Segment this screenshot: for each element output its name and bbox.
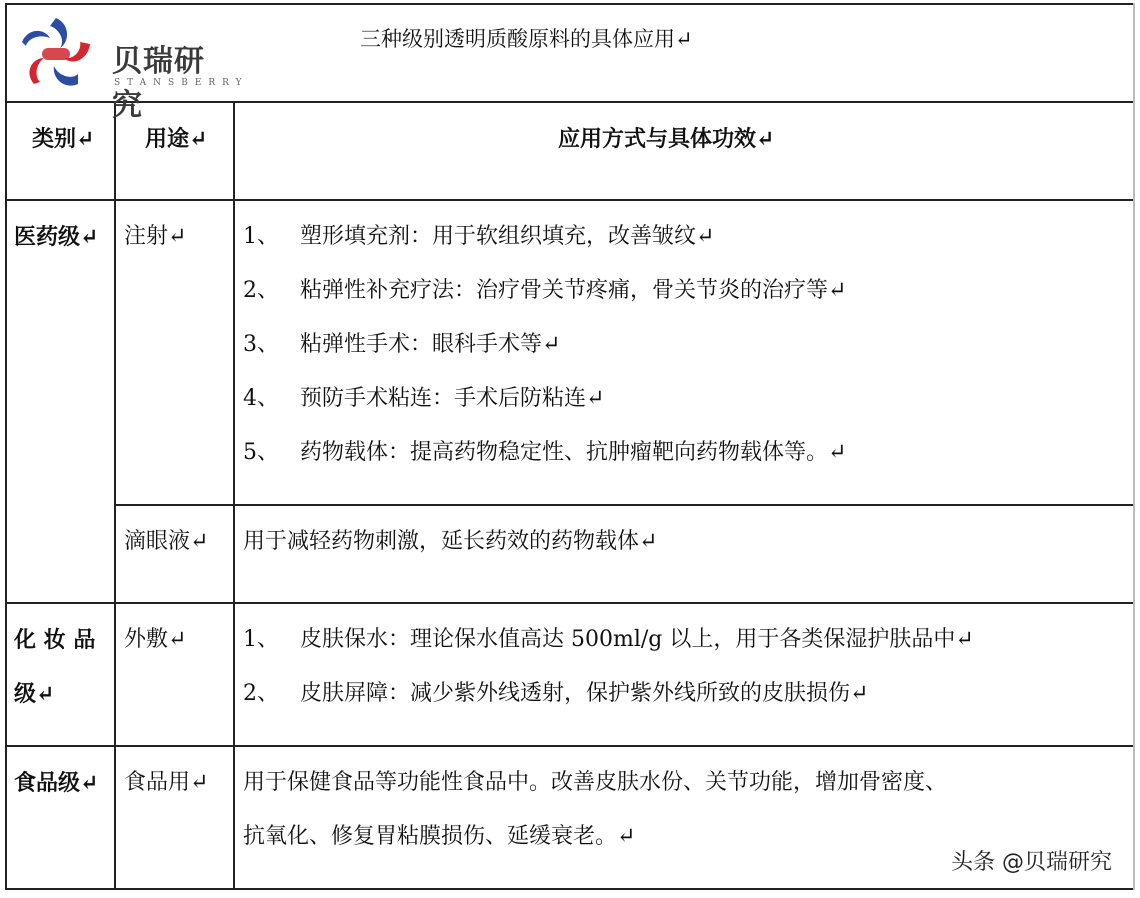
food-description-line1: 用于保健食品等功能性食品中。改善皮肤水份、关节功能，增加骨密度、 xyxy=(243,770,948,795)
logo-star-icon xyxy=(14,14,104,94)
category-food: 食品级↵ xyxy=(14,770,99,796)
list-item: 皮肤保水：理论保水值高达 500ml/g 以上，用于各类保湿护肤品中↵ xyxy=(300,627,974,652)
logo-name-en: STANSBERRY xyxy=(114,78,249,88)
logo xyxy=(14,14,249,123)
divider xyxy=(5,3,1135,5)
divider xyxy=(5,745,1135,747)
food-description-line2: 抗氧化、修复胃粘膜损伤、延缓衰老。↵ xyxy=(243,824,636,849)
divider xyxy=(115,504,1135,506)
list-item: 粘弹性补充疗法：治疗骨关节疼痛，骨关节炎的治疗等↵ xyxy=(300,278,847,303)
list-item: 预防手术粘连：手术后防粘连↵ xyxy=(300,386,605,411)
item-number: 1、 xyxy=(243,627,279,652)
divider xyxy=(5,199,1135,201)
list-item: 皮肤屏障：减少紫外线透射，保护紫外线所致的皮肤损伤↵ xyxy=(300,681,869,706)
usage-food: 食品用↵ xyxy=(124,770,209,795)
item-number: 1、 xyxy=(243,224,279,249)
watermark: 头条 @贝瑞研究 xyxy=(951,850,1112,875)
category-medical: 医药级↵ xyxy=(14,224,99,250)
usage-injection: 注射↵ xyxy=(124,224,187,249)
item-number: 2、 xyxy=(243,681,279,706)
divider xyxy=(114,101,116,890)
item-number: 3、 xyxy=(243,332,279,357)
divider xyxy=(1133,3,1135,890)
divider xyxy=(5,602,1135,604)
eyedrops-description: 用于减轻药物刺激，延长药效的药物载体↵ xyxy=(243,529,658,554)
usage-topical: 外敷↵ xyxy=(124,627,187,652)
logo-name-cn: 贝瑞研究 xyxy=(112,44,205,123)
divider xyxy=(233,101,235,890)
item-number: 4、 xyxy=(243,386,279,411)
divider xyxy=(5,3,7,890)
category-cosmetic-line2: 级↵ xyxy=(14,681,55,707)
header-usage: 用途↵ xyxy=(145,126,208,152)
header-category: 类别↵ xyxy=(32,126,95,152)
list-item: 粘弹性手术：眼科手术等↵ xyxy=(300,332,561,357)
header-method: 应用方式与具体功效↵ xyxy=(558,126,775,152)
list-item: 药物载体：提高药物稳定性、抗肿瘤靶向药物载体等。↵ xyxy=(300,440,847,465)
list-item: 塑形填充剂：用于软组织填充，改善皱纹↵ xyxy=(300,224,715,249)
table-title: 三种级别透明质酸原料的具体应用↵ xyxy=(360,27,693,51)
category-cosmetic-line1: 化 妆 品 xyxy=(14,627,96,653)
item-number: 5、 xyxy=(243,440,279,465)
divider xyxy=(5,888,1135,890)
usage-eyedrops: 滴眼液↵ xyxy=(124,529,209,554)
item-number: 2、 xyxy=(243,278,279,303)
